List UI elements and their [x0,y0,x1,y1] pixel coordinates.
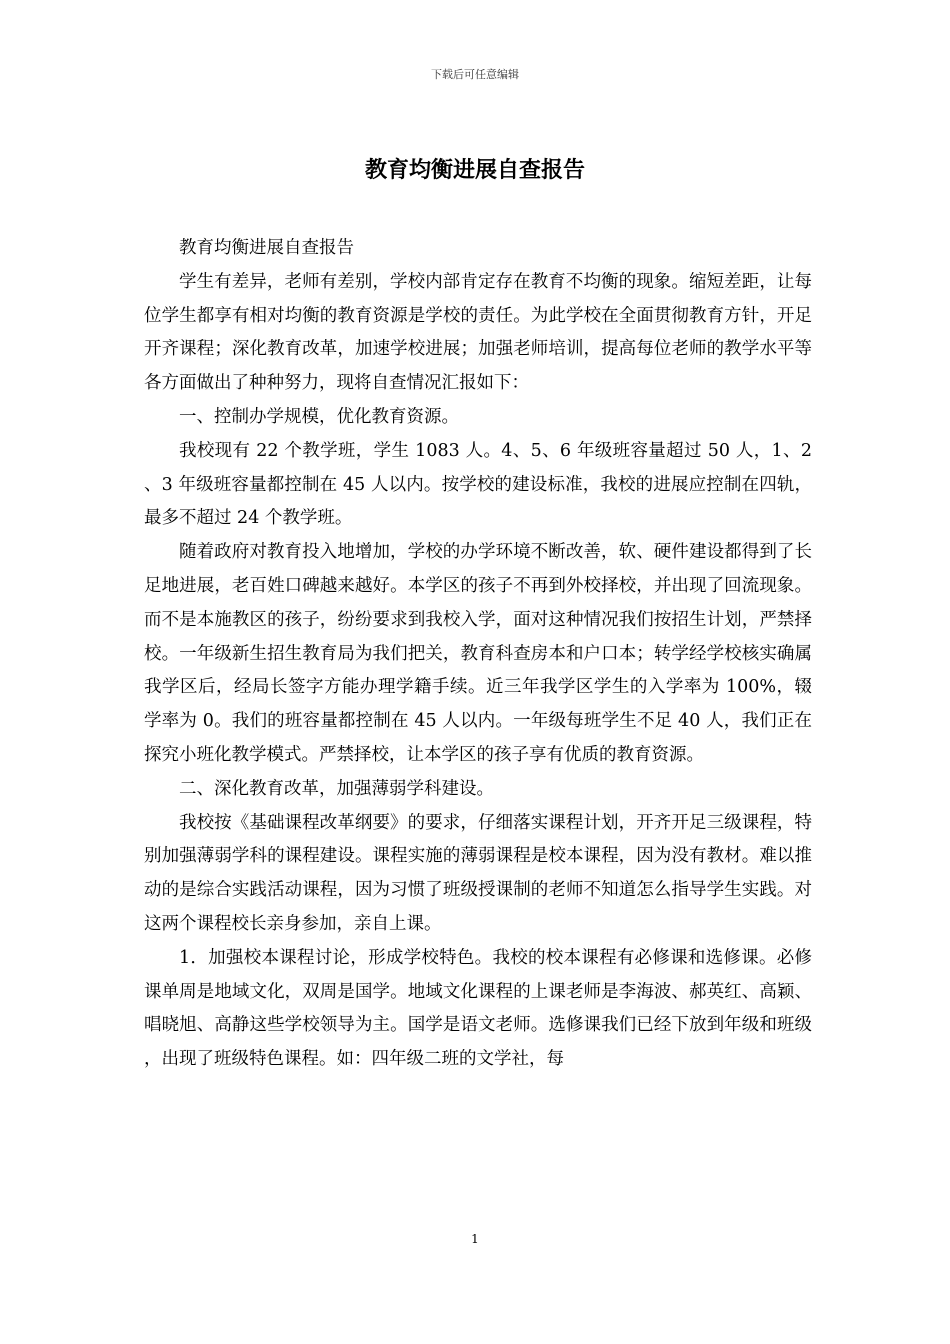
paragraph-curriculum: 我校按《基础课程改革纲要》的要求，仔细落实课程计划，开齐开足三级课程，特别加强薄弱学科的课程建设。课程实施的薄弱课程是校本课程，因为没有教材。难以推动的是综合实践活动课程，因为习惯了班级授课制的老师不知道怎么指导学生实践。对这两个课程校长亲身参加，亲自上课。 [144,812,812,934]
page-header-note: 下载后可任意编辑 [431,68,519,81]
page-number: 1 [471,1232,479,1246]
section-heading-2: 二、深化教育改革，加强薄弱学科建设。 [179,778,494,799]
document-title: 教育均衡进展自查报告 [364,157,585,183]
paragraph-subtitle: 教育均衡进展自查报告 [179,238,354,258]
section-heading-1: 一、控制办学规模，优化教育资源。 [179,406,459,427]
paragraph-school-scale: 我校现有 22 个教学班，学生 1083 人。4、5、6 年级班容量超过 50 人，1、2、3 年级班容量都控制在 45 人以内。按学校的建设标准，我校的进展应控制在四轨，最多不超过 24 个教学班。 [144,440,812,529]
paragraph-school-courses: 1．加强校本课程讨论，形成学校特色。我校的校本课程有必修课和选修课。必修课单周是地域文化，双周是国学。地域文化课程的上课老师是李海波、郝英红、高颖、唱晓旭、高静这些学校领导为主。国学是语文老师。选修课我们已经下放到年级和班级，出现了班级特色课程。如：四年级二班的文学社，每 [144,947,812,1070]
paragraph-intro: 学生有差异，老师有差别，学校内部肯定存在教育不均衡的现象。缩短差距，让每位学生都享有相对均衡的教育资源是学校的责任。为此学校在全面贯彻教育方针，开足开齐课程；深化教育改革，加速学校进展；加强老师培训，提高每位老师的教学水平等各方面做出了种种努力，现将自查情况汇报如下： [144,271,812,394]
document-body [144,232,812,1077]
paragraph-enrollment: 随着政府对教育投入地增加，学校的办学环境不断改善，软、硬件建设都得到了长足地进展，老百姓口碑越来越好。本学区的孩子不再到外校择校，并出现了回流现象。而不是本施教区的孩子，纷纷要求到我校入学，面对这种情况我们按招生计划，严禁择校。一年级新生招生教育局为我们把关，教育科查房本和户口本；转学经学校核实确属我学区后，经局长签字方能办理学籍手续。近三年我学区学生的入学率为 100%，辍学率为 0。我们的班容量都控制在 45 人以内。一年级每班学生不足 40 人，我们正在探究小班化教学模式。严禁择校，让本学区的孩子享有优质的教育资源。 [144,542,812,765]
